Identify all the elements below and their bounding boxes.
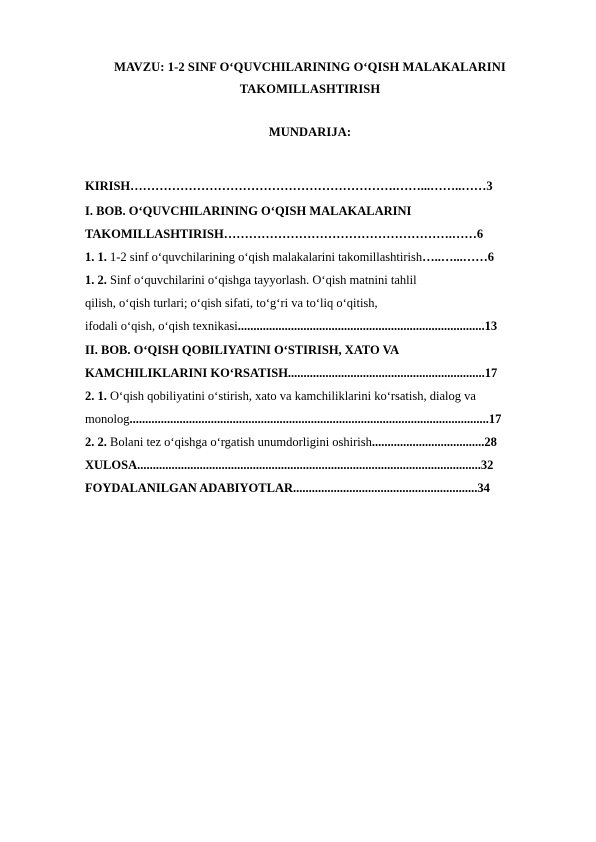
toc-entry-number: 1. 2. xyxy=(85,273,107,287)
toc-entry-chapter-1-line-1: I. BOB. O‘QUVCHILARINING O‘QISH MALAKALARINI xyxy=(85,204,412,218)
toc-entry-text: 1-2 sinf o‘quvchilarining o‘qish malakalarini takomillashtirish xyxy=(106,250,423,264)
toc-entry-1-2-line-3 xyxy=(85,319,497,334)
toc-entry-text: monolog xyxy=(85,412,130,426)
toc-entry-number: 2. 1. xyxy=(85,389,107,403)
toc-entry-page: ...................................................................................................................17 xyxy=(129,412,502,426)
toc-entry-chapter-2-line-1: II. BOB. O‘QISH QOBILIYATINI O‘STIRISH, XATO VA xyxy=(85,343,400,357)
toc-entry-1-1 xyxy=(85,250,494,265)
toc-entry-number: 2. 2. xyxy=(85,435,107,449)
toc-entry-chapter-2-line-2: KAMCHILIKLARINI KO‘RSATISH...............................................................17 xyxy=(85,366,498,380)
toc-entry-text: Sinf o‘quvchilarini o‘qishga tayyorlash. O‘qish matnini tahlil xyxy=(106,273,417,287)
toc-entry-page: …..…...……6 xyxy=(422,250,494,264)
topic-title-line-1: MAVZU: 1-2 SINF O‘QUVCHILARINING O‘QISH MALAKALARINI xyxy=(114,60,506,74)
toc-entry-kirish: KIRISH……………………………………………………….……...……..……3 xyxy=(85,179,493,193)
toc-entry-1-2-line-2: qilish, o‘qish turlari; o‘qish sifati, to‘g‘ri va to‘liq o‘qitish, xyxy=(85,296,378,310)
contents-heading: MUNDARIJA: xyxy=(268,125,352,139)
toc-entry-1-2-line-1 xyxy=(85,273,417,288)
toc-entry-chapter-1-line-2: TAKOMILLASHTIRISH……………………………………………….……6 xyxy=(85,227,484,241)
toc-entry-2-2 xyxy=(85,435,497,450)
toc-entry-page: ....................................28 xyxy=(371,435,497,449)
toc-entry-text: O‘qish qobiliyatini o‘stirish, xato va kamchiliklarini ko‘rsatish, dialog va xyxy=(106,389,476,403)
topic-title-line-2: TAKOMILLASHTIRISH xyxy=(239,82,381,96)
toc-entry-2-1-line-2 xyxy=(85,412,501,427)
toc-entry-xulosa: XULOSA..............................................................................................................32 xyxy=(85,458,494,472)
toc-entry-bibliography: FOYDALANILGAN ADABIYOTLAR...........................................................34 xyxy=(85,481,490,495)
toc-entry-number: 1. 1. xyxy=(85,250,107,264)
toc-entry-2-1-line-1 xyxy=(85,389,476,404)
toc-entry-page: ...............................................................................13 xyxy=(237,319,498,333)
toc-entry-text: ifodali o‘qish, o‘qish texnikasi xyxy=(85,319,238,333)
toc-entry-text: Bolani tez o‘qishga o‘rgatish unumdorligini oshirish xyxy=(106,435,372,449)
